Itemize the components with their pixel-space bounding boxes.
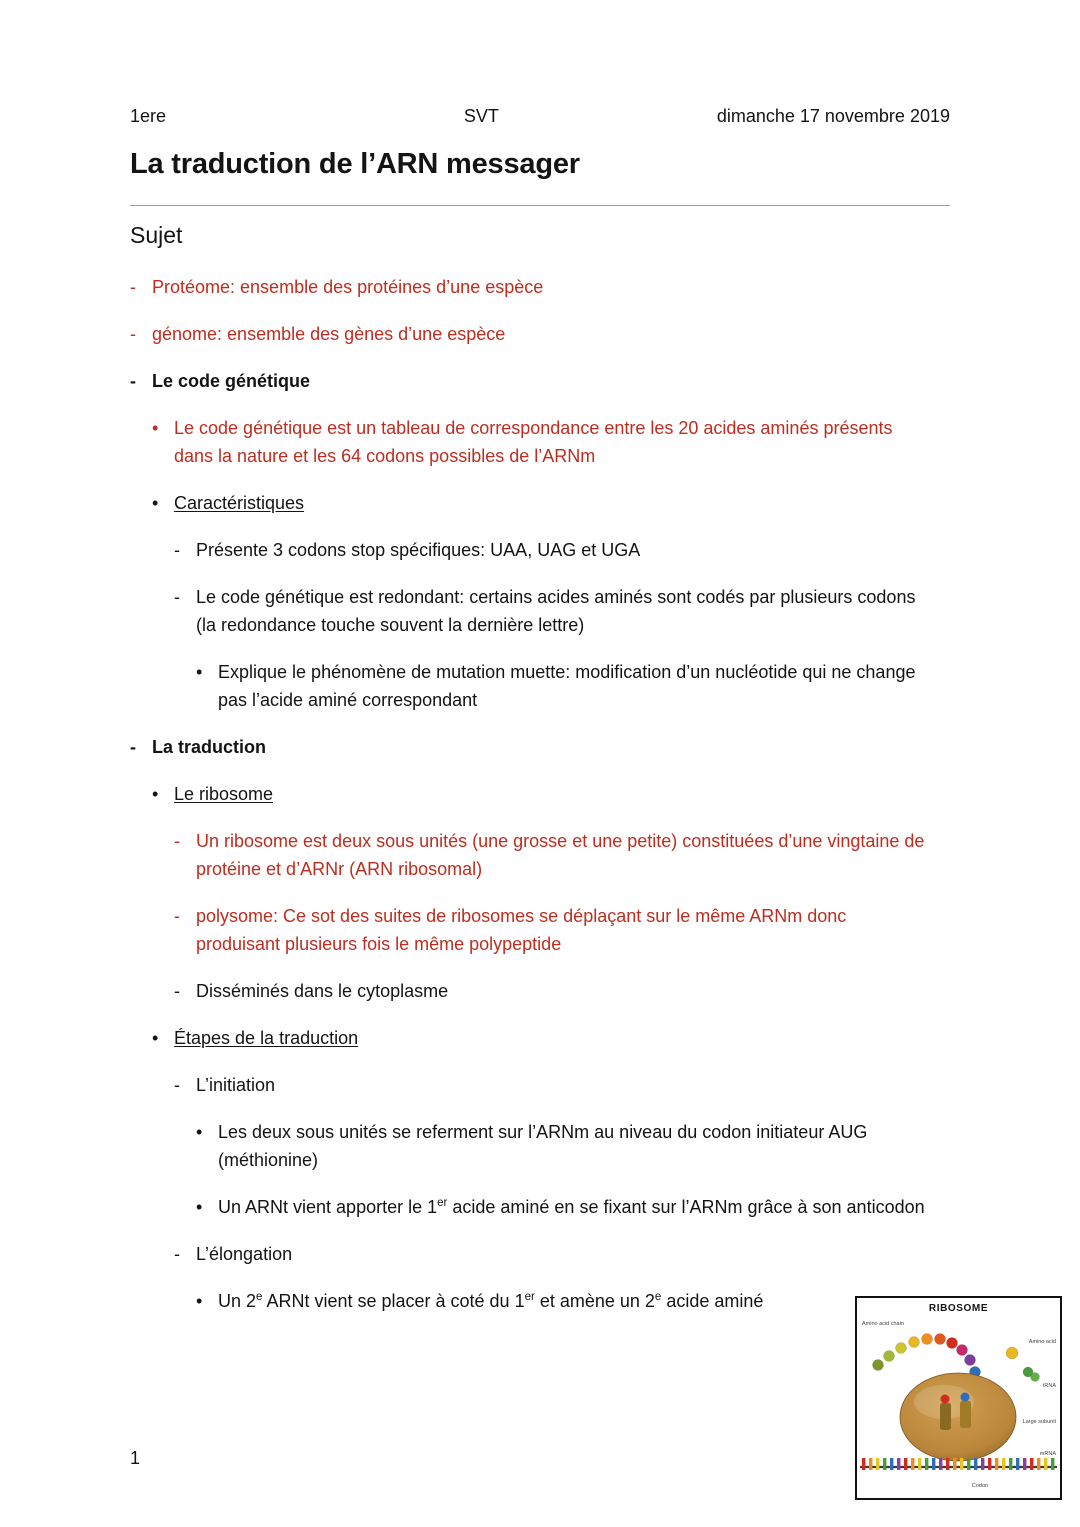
list-item [196, 1193, 930, 1221]
note-text: L’élongation [196, 1244, 293, 1264]
list-item [152, 780, 930, 808]
bullet-marker: • [196, 1122, 203, 1142]
note-text: L’initiation [196, 1075, 276, 1095]
amino-chain-label: Amino acid chain [862, 1321, 904, 1327]
header-date: dimanche 17 novembre 2019 [716, 106, 950, 126]
dash-marker: - [174, 831, 180, 851]
mrna-label: mRNA [1039, 1451, 1056, 1457]
trna-right-amino-acid [961, 1393, 970, 1402]
bullet-marker: • [152, 493, 159, 513]
bullet-marker: • [196, 1197, 203, 1217]
note-text: génome: ensemble des gènes d’une espèce [152, 324, 506, 344]
dash-marker: - [130, 324, 136, 344]
note-text: Le code génétique est redondant: certains acides aminés sont codés par plusieurs codons (la redondance touche souvent la dernière lettre) [196, 587, 916, 635]
bullet-marker: • [152, 784, 159, 804]
document-header [130, 104, 950, 128]
codon-label: Codon [971, 1483, 989, 1489]
section-heading: Sujet [130, 222, 183, 248]
dash-marker: - [130, 277, 136, 297]
dash-marker: - [174, 1244, 180, 1264]
notes-list [130, 273, 930, 1315]
bullet-marker: • [152, 418, 159, 438]
header-class-level: 1ere [130, 106, 167, 126]
note-text: La traduction [152, 737, 267, 757]
note-text: Caractéristiques [174, 493, 305, 513]
list-item [130, 733, 930, 761]
bullet-marker: • [196, 662, 203, 682]
note-text: Un 2e ARNt vient se placer à coté du 1er et amène un 2e acide aminé [218, 1291, 764, 1311]
ribosome-figure [855, 1296, 1062, 1500]
document-content [130, 104, 950, 1334]
list-item [152, 1024, 930, 1052]
note-text: Présente 3 codons stop spécifiques: UAA, UAG et UGA [196, 540, 641, 560]
list-item [174, 536, 930, 564]
dash-marker: - [130, 371, 136, 391]
dash-marker: - [174, 587, 180, 607]
list-item [174, 977, 930, 1005]
trna-left-shape [940, 1403, 951, 1430]
dash-marker: - [174, 1075, 180, 1095]
list-item [174, 583, 930, 639]
note-text: Disséminés dans le cytoplasme [196, 981, 449, 1001]
amino-acid-label: Amino acid [1028, 1339, 1056, 1345]
trna-label: tRNA [1042, 1383, 1056, 1389]
list-item [196, 1118, 930, 1174]
note-text: polysome: Ce sot des suites de ribosomes se déplaçant sur le même ARNm donc produisant plusieurs fois le même polypeptide [196, 906, 847, 954]
page-title: La traduction de l’ARN messager [130, 148, 580, 180]
note-text: Un ribosome est deux sous unités (une grosse et une petite) constituées d’une vingtaine de protéine et d’ARNr (ARN ribosomal) [196, 831, 925, 879]
dash-marker: - [174, 906, 180, 926]
title-divider [130, 205, 950, 206]
note-text: Un ARNt vient apporter le 1er acide aminé en se fixant sur l’ARNm grâce à son anticodon [218, 1197, 925, 1217]
ribosome-diagram [860, 1314, 1057, 1494]
list-item [130, 367, 930, 395]
large-subunit-label: Large subunit [1022, 1419, 1056, 1425]
list-item [152, 489, 930, 517]
list-item [174, 902, 930, 958]
note-text: Le ribosome [174, 784, 274, 804]
list-item [196, 1287, 930, 1315]
list-item [130, 320, 930, 348]
trna-left-amino-acid [941, 1395, 950, 1404]
note-text: Protéome: ensemble des protéines d’une espèce [152, 277, 544, 297]
page-number: 1 [130, 1448, 141, 1468]
list-item [196, 658, 930, 714]
trna-right-shape [960, 1401, 971, 1428]
note-text: Explique le phénomène de mutation muette: modification d’un nucléotide qui ne change pas l’acide aminé correspondant [218, 662, 916, 710]
list-item [130, 273, 930, 301]
dash-marker: - [174, 981, 180, 1001]
bullet-marker: • [196, 1291, 203, 1311]
figure-title: RIBOSOME [928, 1303, 989, 1314]
list-item [174, 827, 930, 883]
note-text: Les deux sous unités se referment sur l’ARNm au niveau du codon initiateur AUG (méthionine) [218, 1122, 868, 1170]
header-subject: SVT [463, 106, 499, 126]
list-item [174, 1240, 930, 1268]
note-text: Le code génétique [152, 371, 311, 391]
note-text: Étapes de la traduction [174, 1028, 359, 1048]
dash-marker: - [130, 737, 136, 757]
bullet-marker: • [152, 1028, 159, 1048]
note-text: Le code génétique est un tableau de correspondance entre les 20 acides aminés présents dans la nature et les 64 codons possibles de l’ARNm [174, 418, 893, 466]
list-item [152, 414, 930, 470]
list-item [174, 1071, 930, 1099]
dash-marker: - [174, 540, 180, 560]
